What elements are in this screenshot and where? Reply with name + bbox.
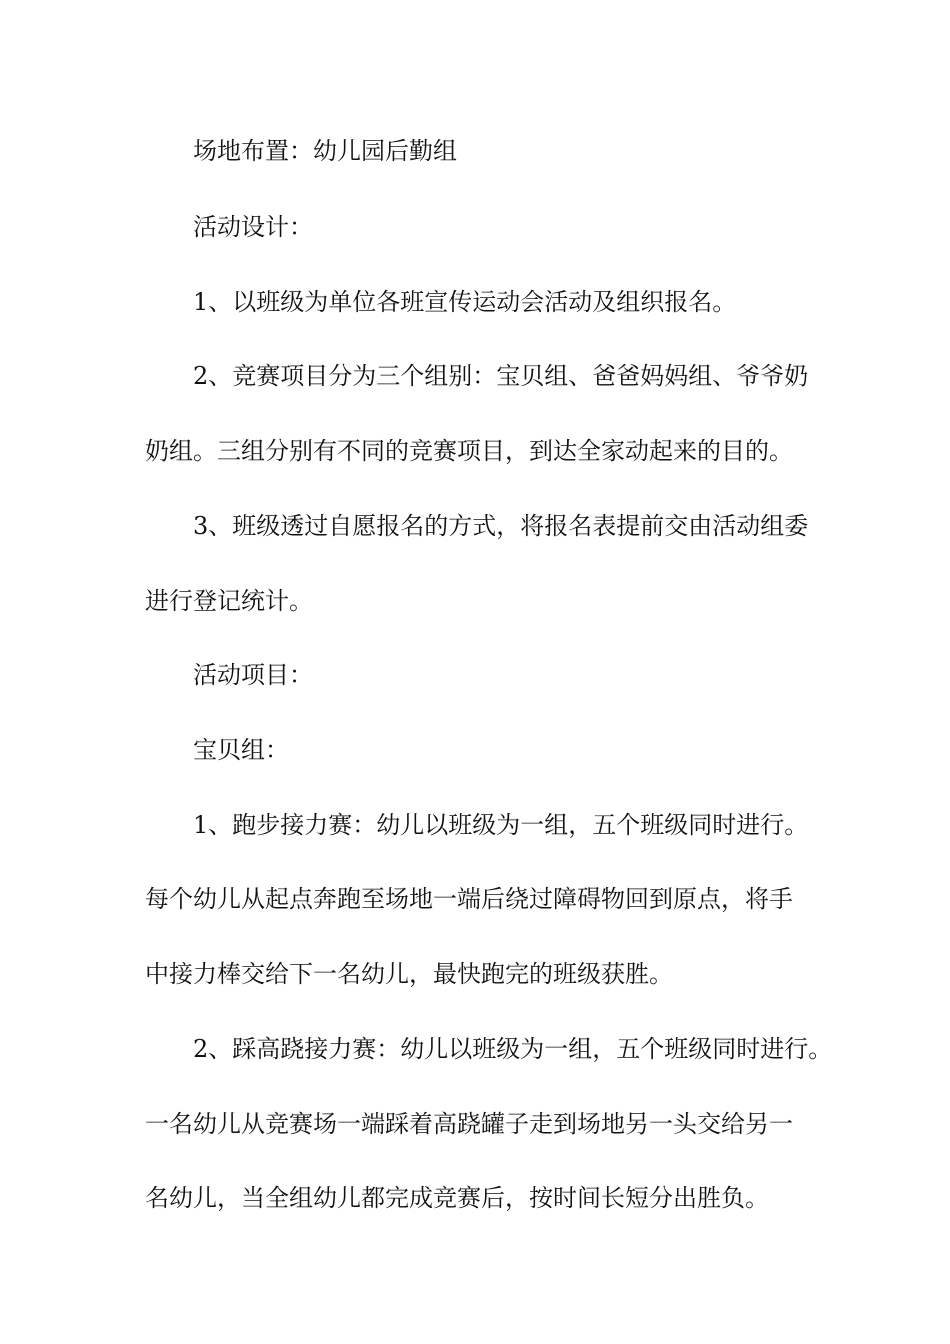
relay-race-line-2: 每个幼儿从起点奔跑至场地一端后绕过障碍物回到原点，将手 xyxy=(145,885,793,913)
venue-setup-line: 场地布置：幼儿园后勤组 xyxy=(193,137,457,165)
activity-design-heading: 活动设计： xyxy=(193,213,313,241)
stilt-relay-line-2: 一名幼儿从竞赛场一端踩着高跷罐子走到场地另一头交给另一 xyxy=(145,1110,793,1138)
design-item-1: 1、以班级为单位各班宣传运动会活动及组织报名。 xyxy=(193,288,737,316)
design-item-3-line-2: 进行登记统计。 xyxy=(145,587,313,615)
activity-items-heading: 活动项目： xyxy=(193,661,313,689)
stilt-relay-line-3: 名幼儿，当全组幼儿都完成竞赛后，按时间长短分出胜负。 xyxy=(145,1184,769,1212)
relay-race-line-1: 1、跑步接力赛：幼儿以班级为一组，五个班级同时进行。 xyxy=(193,811,809,839)
design-item-2-line-2: 奶组。三组分别有不同的竞赛项目，到达全家动起来的目的。 xyxy=(145,437,793,465)
baby-group-heading: 宝贝组： xyxy=(193,736,289,764)
relay-race-line-3: 中接力棒交给下一名幼儿，最快跑完的班级获胜。 xyxy=(145,960,673,988)
stilt-relay-line-1: 2、踩高跷接力赛：幼儿以班级为一组，五个班级同时进行。 xyxy=(193,1035,833,1063)
design-item-3-line-1: 3、班级透过自愿报名的方式，将报名表提前交由活动组委 xyxy=(193,512,809,540)
design-item-2-line-1: 2、竞赛项目分为三个组别：宝贝组、爸爸妈妈组、爷爷奶 xyxy=(193,362,809,390)
